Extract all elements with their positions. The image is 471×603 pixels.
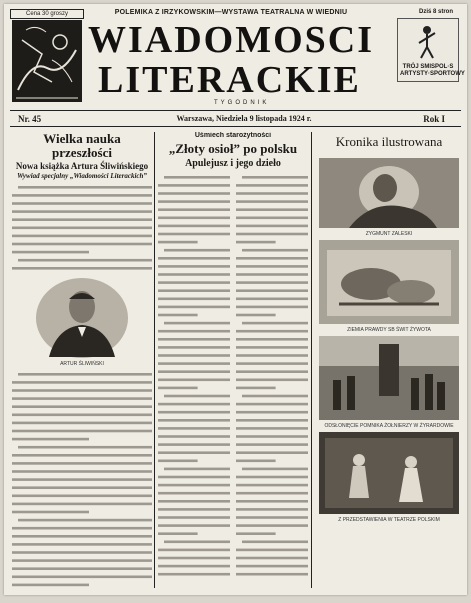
text-line (12, 397, 152, 400)
text-line (158, 403, 230, 406)
photo-caption: ZIEMIA PRAWDY SB ŚWIT ŻYWOTA (347, 327, 431, 333)
text-line (236, 241, 276, 244)
text-line (158, 443, 230, 446)
text-line (158, 460, 198, 463)
text-line (12, 381, 152, 384)
text-line (12, 454, 152, 457)
text-line (236, 573, 308, 576)
issue-date: Warszawa, Niedziela 9 listopada 1924 r. (176, 114, 312, 123)
masthead-title-line1: WIADOMOSCI (88, 19, 375, 61)
pages-note: Dziś 8 stron (418, 9, 453, 15)
illustrated-chronicle-column (316, 132, 462, 590)
text-line (158, 273, 230, 276)
article-subheading: Apulejusz i jego dzieło (185, 158, 281, 169)
photo-caption: Z PRZEDSTAWIENIA W TEATRZE POLSKIM (338, 517, 440, 523)
text-line (158, 387, 198, 390)
text-line (236, 460, 276, 463)
text-line (158, 289, 230, 292)
dateline-rule (10, 126, 461, 127)
text-line (12, 243, 152, 246)
text-line (236, 403, 308, 406)
text-line (236, 208, 308, 211)
advertisement-text: TRÓJ SMISPOL·S ARTYSTY·SPORTOWY (400, 64, 465, 77)
text-line (12, 422, 152, 425)
article-text-block (12, 183, 152, 273)
text-line (12, 567, 152, 570)
text-line (12, 470, 152, 473)
masthead-woodcut-illustration (12, 20, 82, 102)
text-line (158, 200, 230, 203)
column-divider (154, 132, 155, 588)
text-line (236, 217, 308, 220)
text-line (158, 524, 230, 527)
text-line (158, 354, 230, 357)
topline-headline: POLEMIKA Z IRZYKOWSKIM—WYSTAWA TEATRALNA W WIEDNIU (114, 9, 348, 16)
text-line (12, 503, 152, 506)
text-line (18, 186, 152, 189)
text-line (236, 370, 308, 373)
text-line (18, 519, 152, 522)
text-line (236, 314, 276, 317)
text-line (12, 527, 152, 530)
article-heading: „Złoty osioł” po polsku (168, 141, 298, 156)
text-line (158, 500, 230, 503)
text-line (12, 576, 152, 579)
text-line (236, 500, 308, 503)
text-line (12, 227, 152, 230)
text-line (242, 468, 308, 471)
text-line (12, 559, 152, 562)
text-line (236, 387, 276, 390)
column-divider (311, 132, 312, 588)
text-line (236, 476, 308, 479)
text-line (158, 184, 230, 187)
text-line (12, 438, 89, 441)
article-note: Wywiad specjalny „Wiadomości Literackich” (17, 172, 147, 180)
text-line (236, 330, 308, 333)
portrait-caption: ARTUR ŚLIWIŃSKI (60, 361, 104, 367)
text-line (236, 338, 308, 341)
text-line (12, 389, 152, 392)
text-line (158, 492, 230, 495)
text-line (164, 468, 230, 471)
text-line (236, 532, 276, 535)
text-line (236, 200, 308, 203)
text-line (12, 511, 89, 514)
text-line (236, 306, 308, 309)
text-line (236, 427, 308, 430)
text-line (12, 486, 152, 489)
text-line (158, 427, 230, 430)
text-line (158, 508, 230, 511)
advertisement-box (397, 18, 465, 82)
text-line (158, 257, 230, 260)
text-line (158, 233, 230, 236)
text-line (18, 373, 152, 376)
text-line (12, 251, 89, 254)
text-line (236, 233, 308, 236)
article-subheading: Nowa książka Artura Śliwińskiego (15, 161, 149, 171)
article-heading: Wielka nauka przeszłości (43, 132, 121, 160)
article-text-block (158, 173, 308, 583)
text-line (236, 557, 308, 560)
text-line (18, 446, 152, 449)
text-line (164, 249, 230, 252)
text-line (12, 218, 152, 221)
text-line (236, 298, 308, 301)
text-line (158, 573, 230, 576)
text-line (242, 322, 308, 325)
text-line (12, 543, 152, 546)
masthead-title-line2: LITERACKIE (98, 59, 361, 101)
text-line (158, 435, 230, 438)
text-line (158, 225, 230, 228)
newspaper-page (4, 4, 467, 595)
text-line (12, 235, 152, 238)
text-line (12, 535, 152, 538)
text-line (236, 484, 308, 487)
author-portrait (23, 277, 141, 359)
text-line (158, 516, 230, 519)
text-line (12, 405, 152, 408)
text-line (158, 281, 230, 284)
text-line (158, 419, 230, 422)
masthead-rule (10, 110, 461, 111)
text-line (236, 419, 308, 422)
text-line (12, 194, 152, 197)
text-line (158, 265, 230, 268)
text-line (158, 411, 230, 414)
text-line (12, 210, 152, 213)
text-line (158, 298, 230, 301)
text-line (158, 208, 230, 211)
text-line (158, 314, 198, 317)
text-line (236, 354, 308, 357)
article-column-1 (12, 132, 152, 590)
article-column-2 (158, 132, 308, 590)
text-line (12, 430, 152, 433)
text-line (236, 184, 308, 187)
text-line (158, 549, 230, 552)
text-line (12, 584, 89, 587)
text-line (236, 379, 308, 382)
text-line (236, 265, 308, 268)
text-line (242, 249, 308, 252)
text-line (158, 217, 230, 220)
text-line (158, 192, 230, 195)
text-line (236, 492, 308, 495)
text-line (158, 476, 230, 479)
photo-caption: ZYGMUNT ZALESKI (365, 231, 413, 237)
chronicle-photo-portrait-sketch (319, 158, 459, 228)
text-line (12, 267, 152, 270)
text-line (236, 273, 308, 276)
issue-year: Rok I (423, 114, 445, 124)
text-line (12, 202, 152, 205)
chronicle-heading: Kronika ilustrowana (335, 134, 443, 149)
text-line (236, 289, 308, 292)
chronicle-photo-reclining-figure (319, 240, 459, 324)
text-line (236, 516, 308, 519)
price-box: Cena 30 groszy (10, 9, 84, 19)
text-line (158, 362, 230, 365)
text-line (236, 443, 308, 446)
text-line (158, 241, 198, 244)
chronicle-photo-monument-unveiling (319, 336, 459, 420)
text-line (164, 322, 230, 325)
issue-number: Nr. 45 (18, 114, 42, 124)
text-line (236, 281, 308, 284)
text-line (236, 362, 308, 365)
text-line (242, 176, 308, 179)
text-line (158, 370, 230, 373)
text-line (236, 192, 308, 195)
text-line (158, 451, 230, 454)
text-line (18, 259, 152, 262)
text-line (158, 565, 230, 568)
text-line (236, 549, 308, 552)
text-line (12, 551, 152, 554)
text-line (236, 451, 308, 454)
article-kicker: Uśmiech starożytności (194, 132, 272, 139)
text-line (158, 306, 230, 309)
text-line (12, 495, 152, 498)
text-line (164, 541, 230, 544)
text-line (236, 565, 308, 568)
chronicle-photo-theatre-scene (319, 432, 459, 514)
text-line (12, 462, 152, 465)
text-line (12, 414, 152, 417)
text-line (158, 379, 230, 382)
text-line (158, 346, 230, 349)
text-line (242, 541, 308, 544)
text-line (236, 411, 308, 414)
text-line (158, 484, 230, 487)
text-line (158, 338, 230, 341)
text-line (236, 435, 308, 438)
figure-icon (416, 25, 438, 59)
text-line (12, 478, 152, 481)
photo-caption: ODSŁONIĘCIE POMNIKA ŻOŁNIERZY W ŻYRARDOWIE (324, 423, 454, 429)
text-line (158, 532, 198, 535)
text-line (158, 330, 230, 333)
text-line (236, 257, 308, 260)
masthead-tygodnik: TYGODNIK (214, 100, 270, 106)
text-line (236, 508, 308, 511)
text-line (236, 346, 308, 349)
text-line (164, 176, 230, 179)
article-text-block (12, 370, 152, 590)
text-line (164, 395, 230, 398)
text-line (158, 557, 230, 560)
text-line (236, 225, 308, 228)
text-line (236, 524, 308, 527)
text-line (242, 395, 308, 398)
